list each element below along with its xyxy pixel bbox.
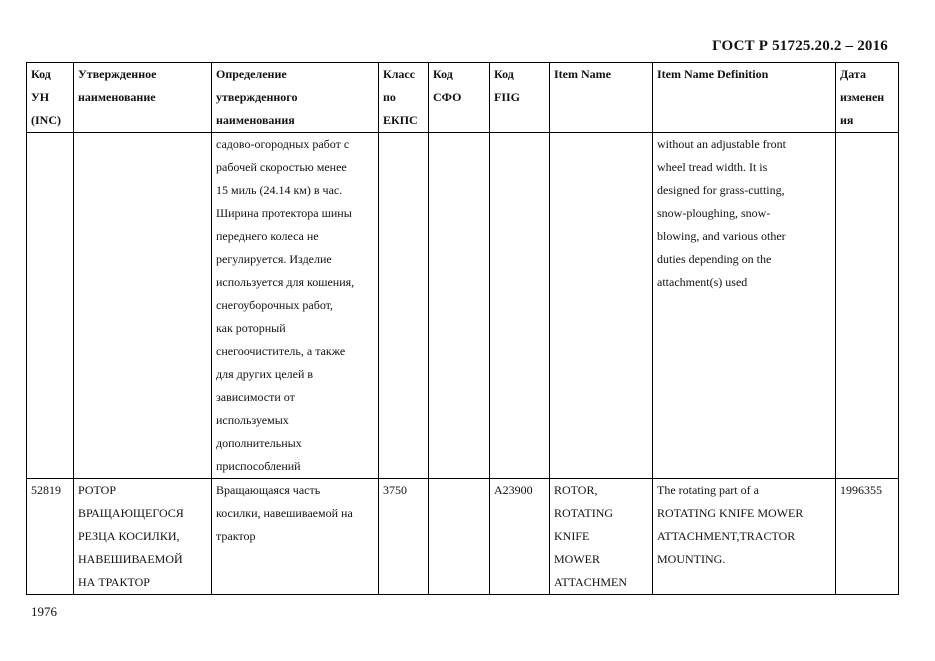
table-row [27, 479, 899, 595]
cell-inc: 52819 [27, 479, 74, 595]
cell-item-name [550, 133, 653, 479]
cell-approved-name [74, 133, 212, 479]
cell-definition: садово-огородных работ с рабочей скоростью менее 15 миль (24.14 км) в час. Ширина протектора шины переднего колеса не регулируется. Изделие используется для кошения, снегоуборочных работ, как роторный снегоочиститель, а также для других целей в зависимости от используемых дополнительных приспособлений [212, 133, 379, 479]
cell-date: 1996355 [836, 479, 899, 595]
cell-fiig: A23900 [490, 479, 550, 595]
page-number: 1976 [31, 604, 57, 619]
cell-sfo [429, 133, 490, 479]
cell-definition: Вращающаяся часть косилки, навешиваемой на трактор [212, 479, 379, 595]
column-header-sfo: Код СФО [429, 63, 490, 133]
cell-date [836, 133, 899, 479]
column-header-date: Дата изменен ия [836, 63, 899, 133]
cell-item-definition: without an adjustable front wheel tread width. It is designed for grass-cutting, snow-ploughing, snow- blowing, and various other duties depending on the attachment(s) used [653, 133, 836, 479]
column-header-item-definition: Item Name Definition [653, 63, 836, 133]
cell-item-name: ROTOR, ROTATING KNIFE MOWER ATTACHMEN [550, 479, 653, 595]
table-header-row [27, 63, 899, 133]
cell-inc [27, 133, 74, 479]
cell-item-definition: The rotating part of a ROTATING KNIFE MOWER ATTACHMENT,TRACTOR MOUNTING. [653, 479, 836, 595]
cell-fiig [490, 133, 550, 479]
column-header-definition: Определение утвержденного наименования [212, 63, 379, 133]
cell-sfo [429, 479, 490, 595]
cell-class: 3750 [379, 479, 429, 595]
table-row [27, 133, 899, 479]
cell-approved-name: РОТОР ВРАЩАЮЩЕГОСЯ РЕЗЦА КОСИЛКИ, НАВЕШИВАЕМОЙ НА ТРАКТОР [74, 479, 212, 595]
document-code-header: ГОСТ Р 51725.20.2 – 2016 [712, 38, 888, 54]
column-header-item-name: Item Name [550, 63, 653, 133]
column-header-approved-name: Утвержденное наименование [74, 63, 212, 133]
cell-class [379, 133, 429, 479]
catalog-table [26, 62, 899, 595]
column-header-class: Класс по ЕКПС [379, 63, 429, 133]
column-header-fiig: Код FIIG [490, 63, 550, 133]
column-header-inc: Код УН (INC) [27, 63, 74, 133]
